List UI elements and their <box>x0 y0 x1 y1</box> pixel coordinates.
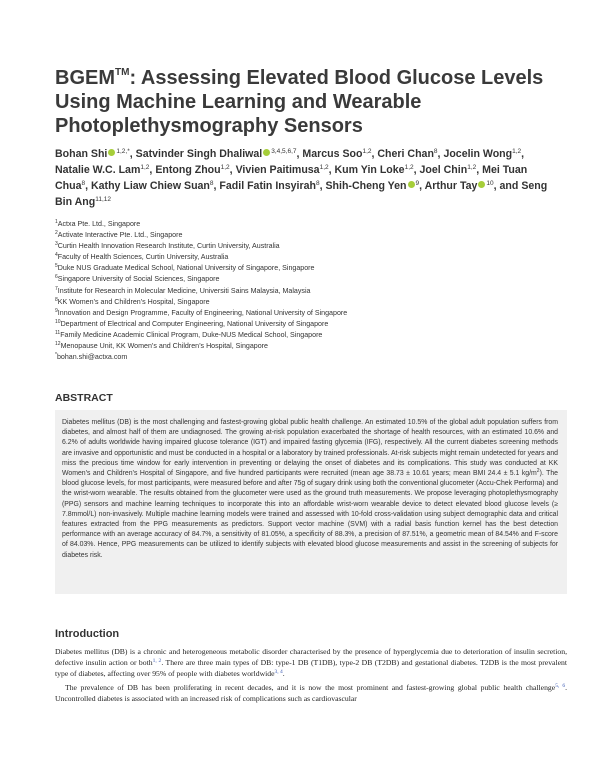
author-name: Seng Bin Ang <box>55 180 548 208</box>
author <box>335 164 414 176</box>
affiliation <box>55 230 555 241</box>
author-separator: , <box>413 164 420 176</box>
affiliation-marker: 7 <box>55 285 58 292</box>
affiliation-marker: 1 <box>55 219 58 225</box>
introduction-heading: Introduction <box>55 628 120 640</box>
author-name: Joel Chin <box>419 164 468 176</box>
author <box>425 180 494 192</box>
author <box>55 164 149 176</box>
affiliation-marker: 5 <box>55 263 58 270</box>
author-separator: , <box>319 180 326 192</box>
author-affiliation-marker: 10 <box>486 180 494 187</box>
affiliation-text[interactable]: bohan.shi@actxa.com <box>56 353 128 362</box>
author-list <box>55 146 550 210</box>
author <box>377 148 437 160</box>
author-name: Shih-Cheng Yen <box>325 180 407 192</box>
author-name: Cheri Chan <box>377 148 434 160</box>
affiliation-marker: * <box>55 352 57 359</box>
affiliation <box>55 308 555 319</box>
affiliation-text: Family Medicine Academic Clinical Program, Duke-NUS Medical School, Singapore <box>60 330 323 339</box>
author-name: Mei Tuan Chua <box>55 164 528 192</box>
author-name: Kum Yin Loke <box>334 164 405 176</box>
author-affiliation-marker: 1,2 <box>319 164 329 171</box>
affiliation <box>55 252 555 263</box>
title-trademark: TM <box>115 67 130 78</box>
author-separator: , <box>419 180 425 192</box>
author <box>55 148 130 160</box>
author-affiliation-marker: 1,2 <box>362 148 372 155</box>
affiliation <box>55 352 555 363</box>
author <box>91 180 214 192</box>
author-name: Natalie W.C. Lam <box>55 164 141 176</box>
affiliation-text: Singapore University of Social Sciences, Singapore <box>57 275 220 284</box>
author-affiliation-marker: 1,2 <box>404 164 414 171</box>
author-affiliation-marker: 11,12 <box>95 196 112 203</box>
affiliation-marker: 6 <box>55 274 58 281</box>
author-name: Bohan Shi <box>55 148 108 160</box>
author-separator: , <box>149 164 156 176</box>
affiliation-text: Innovation and Design Programme, Faculty of Engineering, National University of Singapore <box>57 308 348 317</box>
affiliation-text: Curtin Health Innovation Research Institute, Curtin University, Australia <box>57 242 280 251</box>
affiliation <box>55 219 555 230</box>
abstract-heading: ABSTRACT <box>55 392 113 404</box>
author-separator: , <box>296 148 303 160</box>
affiliation <box>55 319 555 330</box>
author-name: Marcus Soo <box>302 148 363 160</box>
intro-paragraph-1: Diabetes mellitus (DB) is a chronic and heterogeneous metabolic disorder characterised by the presence of hyperglycemia due to deterioration of insulin secretion, defective insulin action or both$^{1, 2}$. There are three main types of DB: type-1 DB (T1DB), type-2 DB (T2DB) and gestational diabetes. T2DB is the most prevalent type of diabetes, affecting over 95% of people with diabetes worldwide$^{3, 4}$. <box>55 647 567 679</box>
affiliation-text: Duke NUS Graduate Medical School, National University of Singapore, Singapore <box>57 264 315 273</box>
author <box>302 148 371 160</box>
affiliation-text: Activate Interactive Pte. Ltd., Singapore <box>57 231 183 240</box>
author <box>236 164 329 176</box>
orcid-icon[interactable] <box>408 181 415 188</box>
affiliation <box>55 241 555 252</box>
affiliation-text: Actxa Pte. Ltd., Singapore <box>57 220 141 228</box>
author-separator: , <box>229 164 236 176</box>
author-separator: , <box>129 148 136 160</box>
affiliation <box>55 330 555 341</box>
affiliation-text: KK Women’s and Children’s Hospital, Singapore <box>57 297 210 306</box>
author <box>219 180 319 192</box>
citation-link[interactable]: 3, 4 <box>274 669 283 676</box>
author-affiliation-marker: 8 <box>209 180 214 187</box>
affiliation-text: Department of Electrical and Computer Engineering, National University of Singapore <box>60 319 329 328</box>
author-name: Satvinder Singh Dhaliwal <box>135 148 263 160</box>
orcid-icon[interactable] <box>478 181 485 188</box>
author-affiliation-marker: 1,2,* <box>116 148 130 155</box>
author <box>443 148 521 160</box>
affiliation-marker: 4 <box>55 252 58 259</box>
author-name: Jocelin Wong <box>443 148 513 160</box>
author-affiliation-marker: 8 <box>315 180 320 187</box>
author-affiliation-marker: 1,2 <box>140 164 150 171</box>
title-brand: BGEM <box>55 67 115 89</box>
affiliation-list <box>55 219 555 363</box>
affiliation-marker: 10 <box>55 318 61 325</box>
affiliation-marker: 8 <box>55 296 58 303</box>
author-separator: , <box>85 180 91 192</box>
author-affiliation-marker: 1,2 <box>467 164 477 171</box>
author-separator: , <box>371 148 378 160</box>
author-affiliation-marker: 3,4,5,6,7 <box>271 148 297 155</box>
affiliation-text: Institute for Research in Molecular Medicine, Universiti Sains Malaysia, Malaysia <box>57 286 311 295</box>
author-name: Fadil Fatin Insyirah <box>219 180 316 192</box>
author-name: Entong Zhou <box>155 164 221 176</box>
author <box>155 164 229 176</box>
author-affiliation-marker: 8 <box>81 180 86 187</box>
author-separator: , <box>476 164 483 176</box>
author-separator: , and <box>493 180 522 192</box>
orcid-icon[interactable] <box>108 149 115 156</box>
intro-paragraph-2: The prevalence of DB has been proliferating in recent decades, and it is now the most prominent and fastest-growing global public health challenge$^{5, 6}$. Uncontrolled diabetes is associated with an increased risk of complications such as cardiovascular <box>55 682 568 703</box>
author-separator: , <box>213 180 220 192</box>
affiliation <box>55 341 555 352</box>
affiliation <box>55 286 555 297</box>
author-affiliation-marker: 1,2 <box>220 164 230 171</box>
author-name: Kathy Liaw Chiew Suan <box>91 180 210 192</box>
introduction-body <box>55 646 567 704</box>
orcid-icon[interactable] <box>263 149 270 156</box>
title-rest: : Assessing Elevated Blood Glucose Levels Using Machine Learning and Wearable Photoplethysmography Sensors <box>55 67 544 137</box>
affiliation <box>55 274 555 285</box>
affiliation <box>55 263 555 274</box>
author-name: Vivien Paitimusa <box>235 164 320 176</box>
author-name: Arthur Tay <box>424 180 478 192</box>
affiliation <box>55 297 555 308</box>
author <box>136 148 297 160</box>
citation-link[interactable]: 1, 2 <box>152 658 162 665</box>
paper-title <box>55 66 555 138</box>
citation-link[interactable]: 5, 6 <box>555 682 566 689</box>
author-separator: , <box>437 148 444 160</box>
author-separator: , <box>328 164 335 176</box>
author-affiliation-marker: 8 <box>433 148 438 155</box>
affiliation-marker: 2 <box>55 230 58 237</box>
affiliation-marker: 9 <box>55 307 58 314</box>
abstract-text: Diabetes mellitus (DB) is the most challenging and fastest-growing global public health challenge. An estimated 10.5% of the global adult population suffers from diabetes, and almost half of them are undiagnosed. The growing at-risk population exacerbated the shortage of health resources, with an estimated 10.6% and 6.2% of adults worldwide having impaired glucose tolerance (IGT) and impaired fasting glycemia (IFG), respectively. All the current diabetes screening methods are invasive and opportunistic and must be conducted in a hospital or a laboratory by trained professionals. At-risk subjects might remain undetected for years and miss the precious time window for early intervention in preventing or delaying the onset of diabetes and its complications. This study was conducted at KK Women’s and Children’s Hospital of Singapore, and five hundred participants were recruited (mean age 38.73 ± 10.61 years; mean BMI 24.4 ± 5.1 $kg/m^2$). The blood glucose levels, for most participants, were measured before and after 75g of sugary drink using both the conventional glucometer (Accu-Chek Performa) and the wrist-worn wearable. The results obtained from the glucometer were used as the ground truth measurements. We propose leveraging photoplethysmography (PPG) sensors and machine learning techniques to incorporate this into an affordable wrist-worn wearable device to detect elevated blood glucose levels (≥ 7.8mmol/L) non-invasively. Multiple machine learning models were trained and assessed with 10-fold cross-validation using subject demographic data and critical features extracted from the PPG measurements as predictors. Support vector machine (SVM) with a radial basis function kernel has the best detection performance with an average accuracy of 84.7%, a sensitivity of 81.05%, a specificity of 88.3%, a precision of 87.51%, a geometric mean of 84.54% and F-score of 84.03%. Hence, PPG measurements can be utilized to identify subjects with elevated blood glucose measurements and assist in the screening of subjects for diabetes risk. <box>62 419 559 559</box>
author-separator: , <box>521 148 525 160</box>
author <box>325 180 419 192</box>
author-affiliation-marker: 9 <box>415 180 420 187</box>
author <box>420 164 477 176</box>
author-affiliation-marker: 1,2 <box>512 148 522 155</box>
affiliation-text: Faculty of Health Sciences, Curtin University, Australia <box>57 253 229 262</box>
affiliation-text: Menopause Unit, KK Women’s and Children’s Hospital, Singapore <box>60 342 268 351</box>
affiliation-marker: 3 <box>55 241 58 248</box>
affiliation-marker: 11 <box>55 329 61 336</box>
affiliation-marker: 12 <box>55 341 61 348</box>
